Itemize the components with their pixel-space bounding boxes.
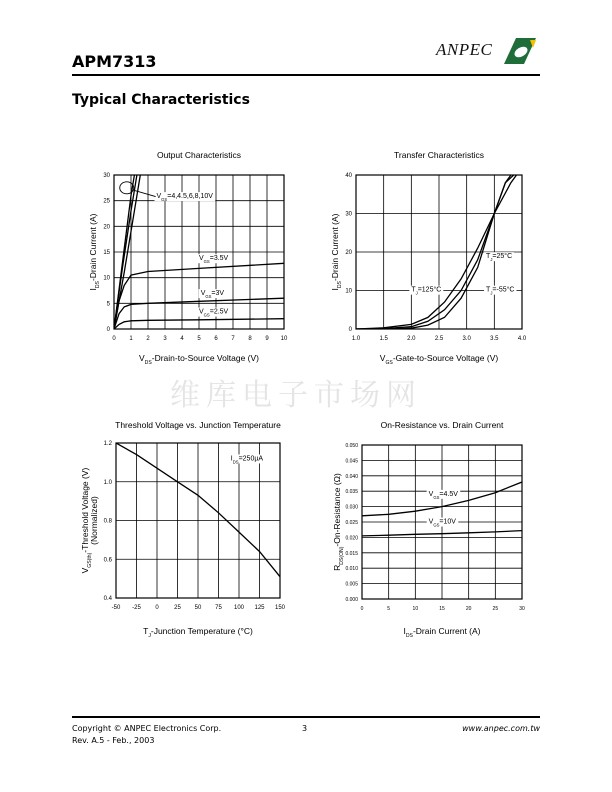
x-tick-label: 7 — [231, 336, 235, 342]
y-axis-label: $R_{DS(ON)}-On$-Resistance (Ω) — [332, 473, 345, 571]
annotation-label: $V_{GS}=4.5V$ — [428, 490, 458, 500]
y-tick-label: 0.6 — [103, 557, 112, 564]
y-tick-label: 10 — [103, 275, 110, 282]
x-tick-label: 0 — [360, 606, 364, 612]
x-tick-label: 3 — [163, 336, 167, 342]
y-tick-label: 20 — [103, 224, 110, 231]
y-tick-label: 0.030 — [345, 504, 358, 511]
y-tick-label: 30 — [345, 211, 352, 218]
annotation-label: $V_{GS}=4,4.5,6,8,10V$ — [156, 193, 213, 202]
chart-1 — [88, 150, 288, 366]
x-tick-label: 9 — [265, 336, 269, 342]
x-tick-label: 20 — [465, 606, 472, 612]
y-tick-label: 0.005 — [345, 581, 358, 588]
y-tick-label: 25 — [103, 198, 110, 205]
x-tick-label: 2.0 — [407, 336, 416, 342]
x-tick-label: 30 — [519, 606, 525, 612]
x-axis-label: $V_{DS}-Drain-to$-Source Voltage (V) — [139, 353, 259, 366]
x-tick-label: 10 — [412, 606, 419, 612]
x-tick-label: 6 — [214, 336, 218, 342]
y-tick-label: 40 — [345, 173, 352, 179]
y-tick-label: 0.015 — [345, 550, 358, 557]
annotation-label: $T_J=-55^\circ C$ — [486, 286, 515, 296]
x-tick-label: 1.5 — [379, 336, 388, 342]
annotation-label: $T_J=25^\circ C$ — [486, 253, 513, 262]
y-tick-label: 0.4 — [103, 596, 112, 602]
y-tick-label: 20 — [345, 250, 352, 256]
annotation-label: $I_{DS}=250\mu A$ — [230, 455, 264, 464]
chart-title: On-Resistance vs. Drain Current — [380, 420, 504, 430]
x-tick-label: 50 — [194, 605, 202, 611]
x-tick-label: 5 — [387, 606, 391, 612]
revision: Rev. A.5 - Feb., 2003 — [72, 736, 155, 745]
y-tick-label: 0.035 — [345, 489, 358, 496]
x-tick-label: 100 — [233, 605, 245, 611]
x-axis-label: $I_{DS}$-Drain Current (A) — [403, 626, 481, 639]
x-tick-label: 2 — [146, 336, 150, 342]
chart-title: Transfer Characteristics — [394, 150, 484, 160]
chart-title: Threshold Voltage vs. Junction Temperature — [115, 420, 281, 430]
y-tick-label: 5 — [106, 301, 110, 308]
annotation-label: $T_J=125^\circ C$ — [411, 286, 442, 296]
x-tick-label: 75 — [215, 605, 222, 611]
copyright: Copyright © ANPEC Electronics Corp. — [72, 724, 222, 733]
y-tick-label: 0 — [106, 327, 110, 333]
annotation-label: $V_{GS}=3.5V$ — [199, 255, 229, 264]
y-tick-label: 0.025 — [345, 520, 358, 526]
x-tick-label: 8 — [248, 336, 252, 342]
x-tick-label: 3.5 — [490, 336, 499, 342]
x-tick-label: 0 — [112, 336, 116, 342]
x-tick-label: 10 — [280, 336, 288, 342]
x-tick-label: 2.5 — [434, 336, 444, 342]
y-axis-label: $I_{DS}$-Drain Current (A) — [330, 213, 343, 291]
x-tick-label: 125 — [254, 605, 265, 611]
x-tick-label: 4 — [180, 336, 184, 342]
y-axis-label: $V_{GS(th)}$-Threshold Voltage (V) — [80, 467, 93, 574]
y-tick-label: 0.050 — [345, 443, 358, 449]
x-tick-label: 1.0 — [351, 336, 361, 342]
footer-rule — [72, 716, 540, 718]
x-tick-label: 0 — [155, 605, 159, 611]
website: www.anpec.com.tw — [462, 724, 540, 733]
x-tick-label: 1 — [129, 336, 133, 342]
y-tick-label: 0.045 — [345, 458, 358, 465]
x-tick-label: -50 — [111, 605, 121, 611]
x-tick-label: 5 — [197, 336, 201, 342]
y-axis-label: $I_{DS}$-Drain Current (A) — [88, 213, 101, 291]
part-number: APM7313 — [72, 52, 157, 71]
y-axis-label-line2: (Normalized) — [89, 496, 99, 545]
y-tick-label: 30 — [103, 173, 110, 179]
y-tick-label: 0.020 — [345, 535, 358, 542]
brand-name: ANPEC — [436, 40, 493, 59]
y-tick-label: 0 — [348, 327, 352, 333]
x-axis-label: $T_J$-Junction Temperature (°C) — [143, 626, 253, 639]
y-tick-label: 0.040 — [345, 473, 358, 480]
chart-title: Output Characteristics — [156, 150, 242, 160]
y-tick-label: 0.000 — [345, 597, 358, 603]
y-tick-label: 1.0 — [103, 479, 112, 486]
x-tick-label: 4.0 — [517, 336, 527, 342]
x-tick-label: 25 — [492, 606, 499, 612]
y-tick-label: 1.2 — [103, 441, 112, 447]
x-tick-label: 15 — [439, 606, 445, 612]
y-tick-label: 0.010 — [345, 566, 358, 573]
y-tick-label: 0.8 — [103, 518, 112, 525]
page-number: 3 — [302, 724, 308, 733]
chart-4 — [332, 420, 525, 639]
x-tick-label: 150 — [274, 605, 286, 611]
x-tick-label: 3.0 — [462, 336, 471, 342]
section-title: Typical Characteristics — [72, 92, 250, 108]
chart-3 — [80, 420, 286, 639]
annotation-label: $V_{GS}=2.5V$ — [199, 308, 229, 318]
y-tick-label: 15 — [103, 250, 110, 256]
x-tick-label: 25 — [174, 605, 181, 611]
watermark: 维库电子市场网 — [170, 378, 422, 413]
x-tick-label: -25 — [132, 605, 141, 611]
x-axis-label: $V_{GS}-Gate-to$-Source Voltage (V) — [379, 353, 499, 366]
chart-2 — [330, 150, 527, 366]
annotation-label: $V_{GS}=10V$ — [428, 518, 456, 528]
annotation-label: $V_{GS}=3V$ — [200, 290, 225, 299]
y-tick-label: 10 — [345, 288, 352, 295]
